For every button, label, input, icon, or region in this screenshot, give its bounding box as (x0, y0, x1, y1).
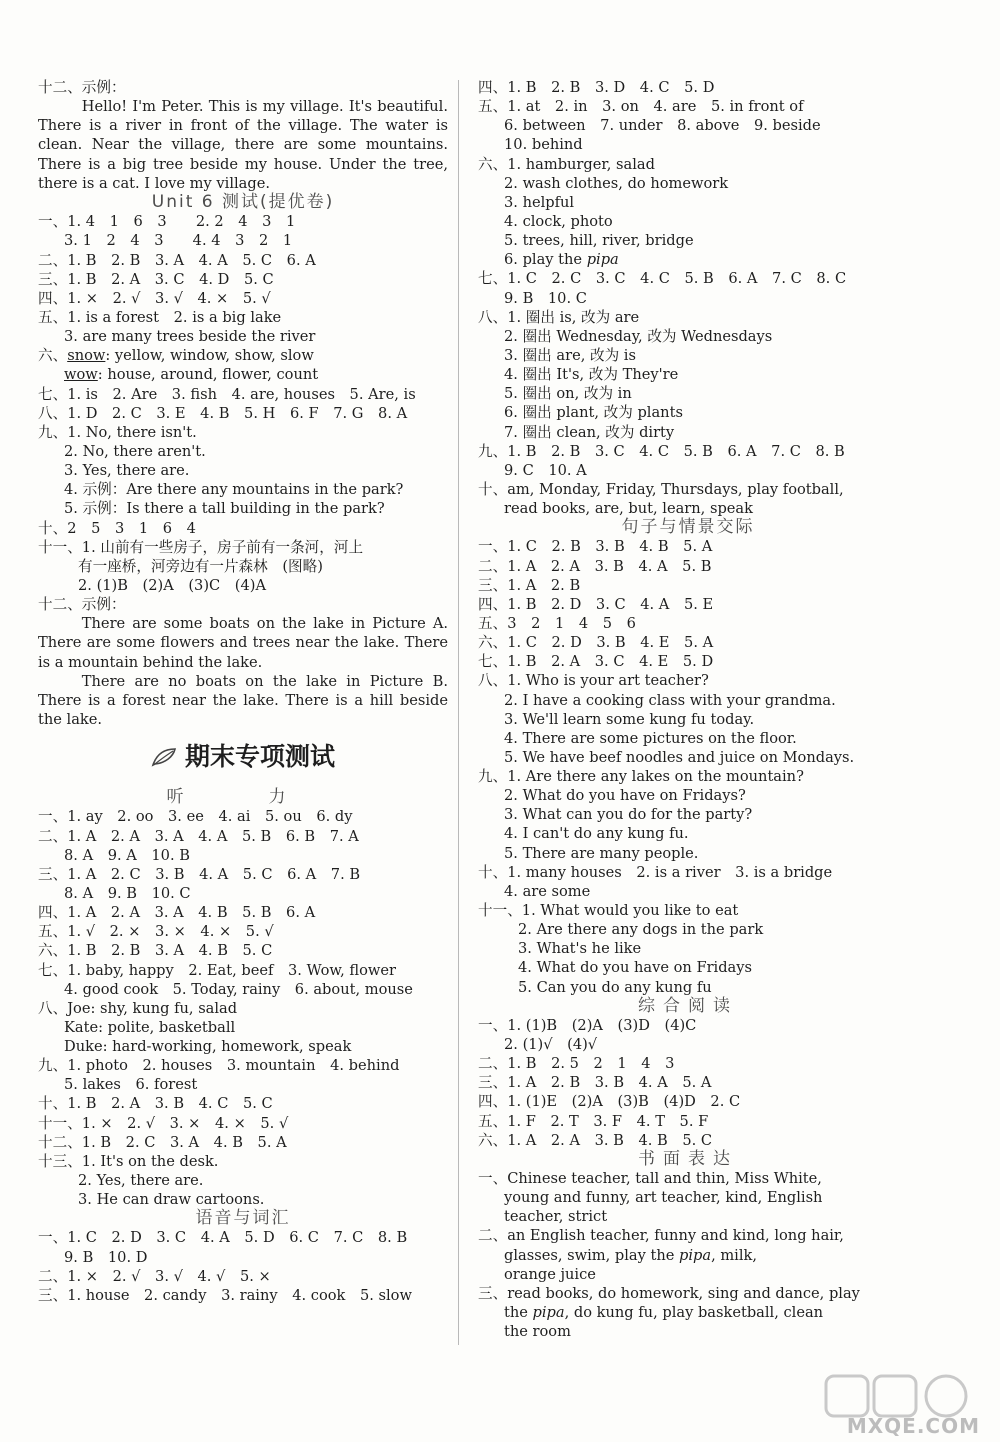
answer-line: 2. wash clothes, do homework (504, 174, 729, 192)
leaf-icon (151, 747, 177, 767)
answer-line: 2. No, there aren't. (64, 442, 206, 460)
answer-line: 十、am, Monday, Friday, Thursdays, play football, (478, 480, 844, 498)
answer-line: 十二、1. B 2. C 3. A 4. B 5. A (38, 1133, 287, 1151)
answer-line: 3. Yes, there are. (64, 462, 190, 480)
left-column (38, 78, 448, 1305)
answer-line: 9. B 10. C (504, 289, 587, 307)
answer-line: 九、1. photo 2. houses 3. mountain 4. behind (38, 1057, 400, 1075)
answer-line: 四、1. × 2. √ 3. √ 4. × 5. √ (38, 289, 271, 307)
answer-line: 四、1. A 2. A 3. A 4. B 5. B 6. A (38, 904, 316, 922)
answer-line: 8. A 9. B 10. C (64, 884, 191, 902)
answer-line: 八、1. Who is your art teacher? (478, 672, 709, 690)
answer-line: 4. What do you have on Fridays (518, 959, 752, 977)
answer-line: 二、1. A 2. A 3. B 4. A 5. B (478, 557, 712, 575)
answer-line: 5. trees, hill, river, bridge (504, 232, 694, 250)
answer-line: 2. (1)B (2)A (3)C (4)A (78, 576, 267, 594)
answer-line: 3. 圈出 are, 改为 is (504, 346, 636, 364)
underlined-word: wow (64, 366, 98, 384)
section-title-vocab: 语音与词汇 (195, 1208, 291, 1229)
answer-line: 10. behind (504, 136, 583, 154)
answer-line (38, 365, 448, 384)
answer-line: read books, are, but, learn, speak (504, 500, 753, 518)
answer-line: 5. Can you do any kung fu (518, 978, 712, 996)
answer-line: 十一、1. 山前有一些房子，房子前有一条河，河上 (38, 538, 364, 556)
answer-line: Duke: hard-working, homework, speak (64, 1038, 352, 1056)
sample-paragraph (38, 97, 448, 193)
answer-line: 5. lakes 6. forest (64, 1076, 198, 1094)
answer-line: 2. I have a cooking class with your grandma. (504, 691, 836, 709)
answer-line: 三、1. A 2. C 3. B 4. A 5. C 6. A 7. B (38, 865, 361, 883)
answer-line: 二、an English teacher, funny and kind, long hair, (478, 1227, 844, 1245)
answer-line: 3. helpful (504, 193, 575, 211)
answer-line: 5. We have beef noodles and juice on Mondays. (504, 748, 855, 766)
answer-line: orange juice (504, 1265, 596, 1283)
answer-line (478, 250, 898, 269)
answer-line: 6. 圈出 plant, 改为 plants (504, 404, 683, 422)
answer-line: 八、1. D 2. C 3. E 4. B 5. H 6. F 7. G 8. A (38, 404, 408, 422)
sample-paragraph (38, 614, 448, 730)
answer-line: 9. C 10. A (504, 461, 587, 479)
answer-line: 2. What do you have on Fridays? (504, 787, 746, 805)
answer-line: 4. are some (504, 882, 591, 900)
answer-text: : yellow, window, show, slow (105, 347, 314, 365)
answer-line: Kate: polite, basketball (64, 1018, 236, 1036)
answer-text: 6. play the (504, 251, 587, 269)
answer-line: 5. 示例：Is there a tall building in the park? (64, 500, 385, 518)
italic-word: pipa (532, 1304, 565, 1321)
answer-line: 二、1. B 2. 5 2 1 4 3 (478, 1055, 675, 1073)
answer-line: 十、1. B 2. A 3. B 4. C 5. C (38, 1095, 273, 1113)
answer-line: 七、1. C 2. C 3. C 4. C 5. B 6. A 7. C 8. C (478, 270, 847, 288)
answer-line: 九、1. B 2. B 3. C 4. C 5. B 6. A 7. C 8. B (478, 442, 845, 460)
answer-line: 2. (1)√ (4)√ (504, 1036, 598, 1054)
answer-line: 2. Yes, there are. (78, 1172, 204, 1190)
section-title-unit6: Unit 6 测试(提优卷) (151, 192, 335, 213)
answer-line: 二、1. × 2. √ 3. √ 4. √ 5. × (38, 1267, 271, 1285)
paragraph-text: There are some boats on the lake in Picture A. There are some flowers and trees near the lake. There is a mountain behind the lake. (38, 615, 448, 671)
watermark-text: MXQE.COM (846, 1414, 980, 1438)
answer-line: 一、1. 4 1 6 3 2. 2 4 3 1 (38, 213, 296, 231)
answer-line: 七、1. B 2. A 3. C 4. E 5. D (478, 653, 714, 671)
answer-line: 3. What can you do for the party? (504, 806, 753, 824)
paragraph-text: Hello! I'm Peter. This is my village. It's beautiful. There is a river in front of the village. The water is clean. Near the village, there are some mountains. There is a big tree beside my house. Under the tree, there is a cat. I love my village. (38, 98, 448, 192)
answer-line: 4. There are some pictures on the floor. (504, 729, 797, 747)
answer-line: 一、1. C 2. B 3. B 4. B 5. A (478, 538, 713, 556)
answer-line: 十三、1. It's on the desk. (38, 1152, 219, 1170)
answer-line: 八、Joe: shy, kung fu, salad (38, 999, 238, 1017)
answer-line: 四、1. B 2. D 3. C 4. A 5. E (478, 595, 714, 613)
answer-line: young and funny, art teacher, kind, English (504, 1189, 823, 1207)
underlined-word: snow (67, 347, 106, 365)
answer-line: 五、1. √ 2. × 3. × 4. × 5. √ (38, 923, 274, 941)
answer-line: 十、1. many houses 2. is a river 3. is a bridge (478, 863, 833, 881)
answer-line: 六、1. hamburger, salad (478, 155, 655, 173)
section-title-sentences: 句子与情景交际 (621, 517, 755, 538)
answer-line: 六、1. A 2. A 3. B 4. B 5. C (478, 1131, 713, 1149)
answer-line: 5. There are many people. (504, 844, 699, 862)
answer-line: 一、1. ay 2. oo 3. ee 4. ai 5. ou 6. dy (38, 808, 353, 826)
answer-line: 一、1. C 2. D 3. C 4. A 5. D 6. C 7. C 8. B (38, 1229, 408, 1247)
answer-line: 十一、1. What would you like to eat (478, 902, 739, 920)
answer-line: 3. We'll learn some kung fu today. (504, 710, 755, 728)
answer-line: 4. 示例：Are there any mountains in the park? (64, 481, 404, 499)
answer-line: 一、Chinese teacher, tall and thin, Miss White, (478, 1170, 822, 1188)
answer-line: 九、1. No, there isn't. (38, 423, 197, 441)
answer-line: 3. He can draw cartoons. (78, 1191, 265, 1209)
section-title-reading: 综合阅读 (638, 995, 738, 1016)
answer-line: 十二、示例： (38, 79, 126, 96)
answer-line: 4. good cook 5. Today, rainy 6. about, mouse (64, 980, 413, 998)
answer-line: 二、1. B 2. B 3. A 4. A 5. C 6. A (38, 251, 316, 269)
answer-line: 四、1. B 2. B 3. D 4. C 5. D (478, 79, 715, 96)
answer-line: 六、snow: yellow, window, show, slow (38, 347, 314, 365)
answer-line: 五、1. F 2. T 3. F 4. T 5. F (478, 1112, 709, 1130)
answer-line: 二、1. A 2. A 3. A 4. A 5. B 6. B 7. A (38, 827, 359, 845)
answer-line: 有一座桥，河旁边有一片森林 (图略) (78, 557, 323, 575)
answer-line: 九、1. Are there any lakes on the mountain? (478, 768, 804, 786)
answer-text: : house, around, flower, count (97, 366, 319, 384)
answer-text: the (504, 1304, 533, 1321)
answer-line: 五、1. at 2. in 3. on 4. are 5. in front of (478, 98, 804, 116)
answer-line: 八、1. 圈出 is, 改为 are (478, 308, 640, 326)
answer-line: 6. between 7. under 8. above 9. beside (504, 117, 821, 135)
answer-line: 4. I can't do any kung fu. (504, 825, 689, 843)
answer-line: 2. 圈出 Wednesday, 改为 Wednesdays (504, 327, 773, 345)
answer-line: 三、read books, do homework, sing and dance, play (478, 1284, 860, 1302)
italic-word: pipa (679, 1246, 712, 1264)
answer-line: 7. 圈出 clean, 改为 dirty (504, 423, 675, 441)
italic-word: pipa (586, 251, 619, 269)
answer-line: 9. B 10. D (64, 1248, 148, 1266)
answer-line: 三、1. A 2. B 3. B 4. A 5. A (478, 1074, 712, 1092)
paragraph-text: There are no boats on the lake in Picture B. There is a forest near the lake. There is a hill beside the lake. (38, 672, 448, 729)
column-divider (458, 80, 459, 1345)
answer-line (478, 1246, 898, 1265)
answer-line: 3. 1 2 4 3 4. 4 3 2 1 (64, 232, 293, 250)
answer-line: 十一、1. × 2. √ 3. × 4. × 5. √ (38, 1114, 289, 1132)
answer-line: 3. What's he like (518, 940, 642, 958)
answer-line: 三、1. B 2. A 3. C 4. D 5. C (38, 270, 274, 288)
answer-text: , do kung fu, play basketball, clean (564, 1304, 824, 1321)
answer-line: 六、1. B 2. B 3. A 4. B 5. C (38, 942, 273, 960)
answer-line: 三、1. house 2. candy 3. rainy 4. cook 5. slow (38, 1286, 412, 1304)
answer-text: glasses, swim, play the (504, 1246, 679, 1264)
section-title-writing: 书面表达 (638, 1148, 738, 1169)
answer-line: 3. are many trees beside the river (64, 328, 316, 346)
answer-line: 2. Are there any dogs in the park (518, 921, 764, 939)
answer-line: 五、1. is a forest 2. is a big lake (38, 308, 282, 326)
answer-line: 五、3 2 1 4 5 6 (478, 614, 636, 632)
answer-line: 十二、示例： (38, 596, 126, 614)
final-test-title (38, 734, 448, 780)
answer-line: 十、2 5 3 1 6 4 (38, 519, 196, 537)
answer-line: 5. 圈出 on, 改为 in (504, 385, 632, 403)
answer-line: 4. 圈出 It's, 改为 They're (504, 366, 679, 384)
answer-line: 4. clock, photo (504, 212, 613, 230)
right-column (478, 78, 898, 1341)
section-title-listening: 听 力 (166, 787, 320, 808)
answer-line: 四、1. (1)E (2)A (3)B (4)D 2. C (478, 1093, 741, 1111)
answer-line: teacher, strict (504, 1208, 608, 1226)
answer-line: 七、1. is 2. Are 3. fish 4. are, houses 5. Are, is (38, 385, 416, 403)
answer-line: 七、1. baby, happy 2. Eat, beef 3. Wow, flower (38, 961, 397, 979)
answer-line: 三、1. A 2. B (478, 576, 581, 594)
answer-line: 一、1. (1)B (2)A (3)D (4)C (478, 1016, 697, 1034)
answer-text: , milk, (711, 1246, 757, 1264)
answer-line (478, 1303, 898, 1322)
answer-line: 六、1. C 2. D 3. B 4. E 5. A (478, 634, 714, 652)
final-title-text: 期末专项测试 (184, 742, 335, 772)
answer-line: 8. A 9. A 10. B (64, 846, 190, 864)
answer-line: the room (504, 1323, 571, 1341)
